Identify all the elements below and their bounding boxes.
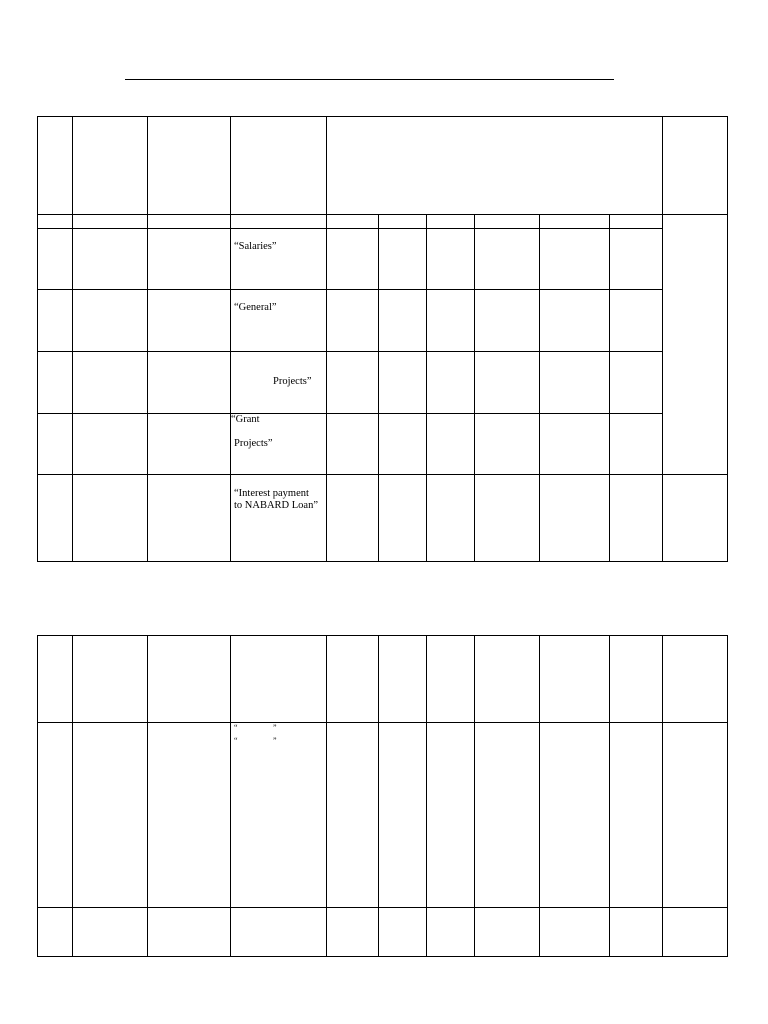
- table-vertical-rule: [37, 635, 38, 957]
- quote-close-2: ”: [273, 736, 277, 745]
- row-interest-label-line1: “Interest payment: [234, 488, 309, 499]
- row-interest-label-line2: to NABARD Loan”: [234, 500, 318, 511]
- quote-open-1: “: [234, 723, 238, 732]
- table-vertical-rule: [326, 635, 327, 957]
- table-vertical-rule: [230, 635, 231, 957]
- table-vertical-rule: [609, 635, 610, 957]
- quote-open-2: “: [234, 736, 238, 745]
- quote-close-1: ”: [273, 723, 277, 732]
- table-vertical-rule: [727, 635, 728, 957]
- table-vertical-rule: [539, 635, 540, 957]
- table-vertical-rule: [72, 635, 73, 957]
- row-salaries-label: “Salaries”: [234, 241, 277, 252]
- table-horizontal-rule: [37, 956, 727, 957]
- table-horizontal-rule: [37, 907, 727, 908]
- table-horizontal-rule: [37, 635, 727, 636]
- row-general-label: “General”: [234, 302, 277, 313]
- table-vertical-rule: [378, 635, 379, 957]
- row-projects-label: Projects”: [273, 376, 312, 387]
- table-vertical-rule: [147, 635, 148, 957]
- table-horizontal-rule: [37, 722, 727, 723]
- table-vertical-rule: [474, 635, 475, 957]
- table-vertical-rule: [426, 635, 427, 957]
- row-grant-label-line2: Projects”: [234, 438, 273, 449]
- table-vertical-rule: [662, 635, 663, 957]
- row-grant-label-line1: “Grant: [231, 414, 260, 425]
